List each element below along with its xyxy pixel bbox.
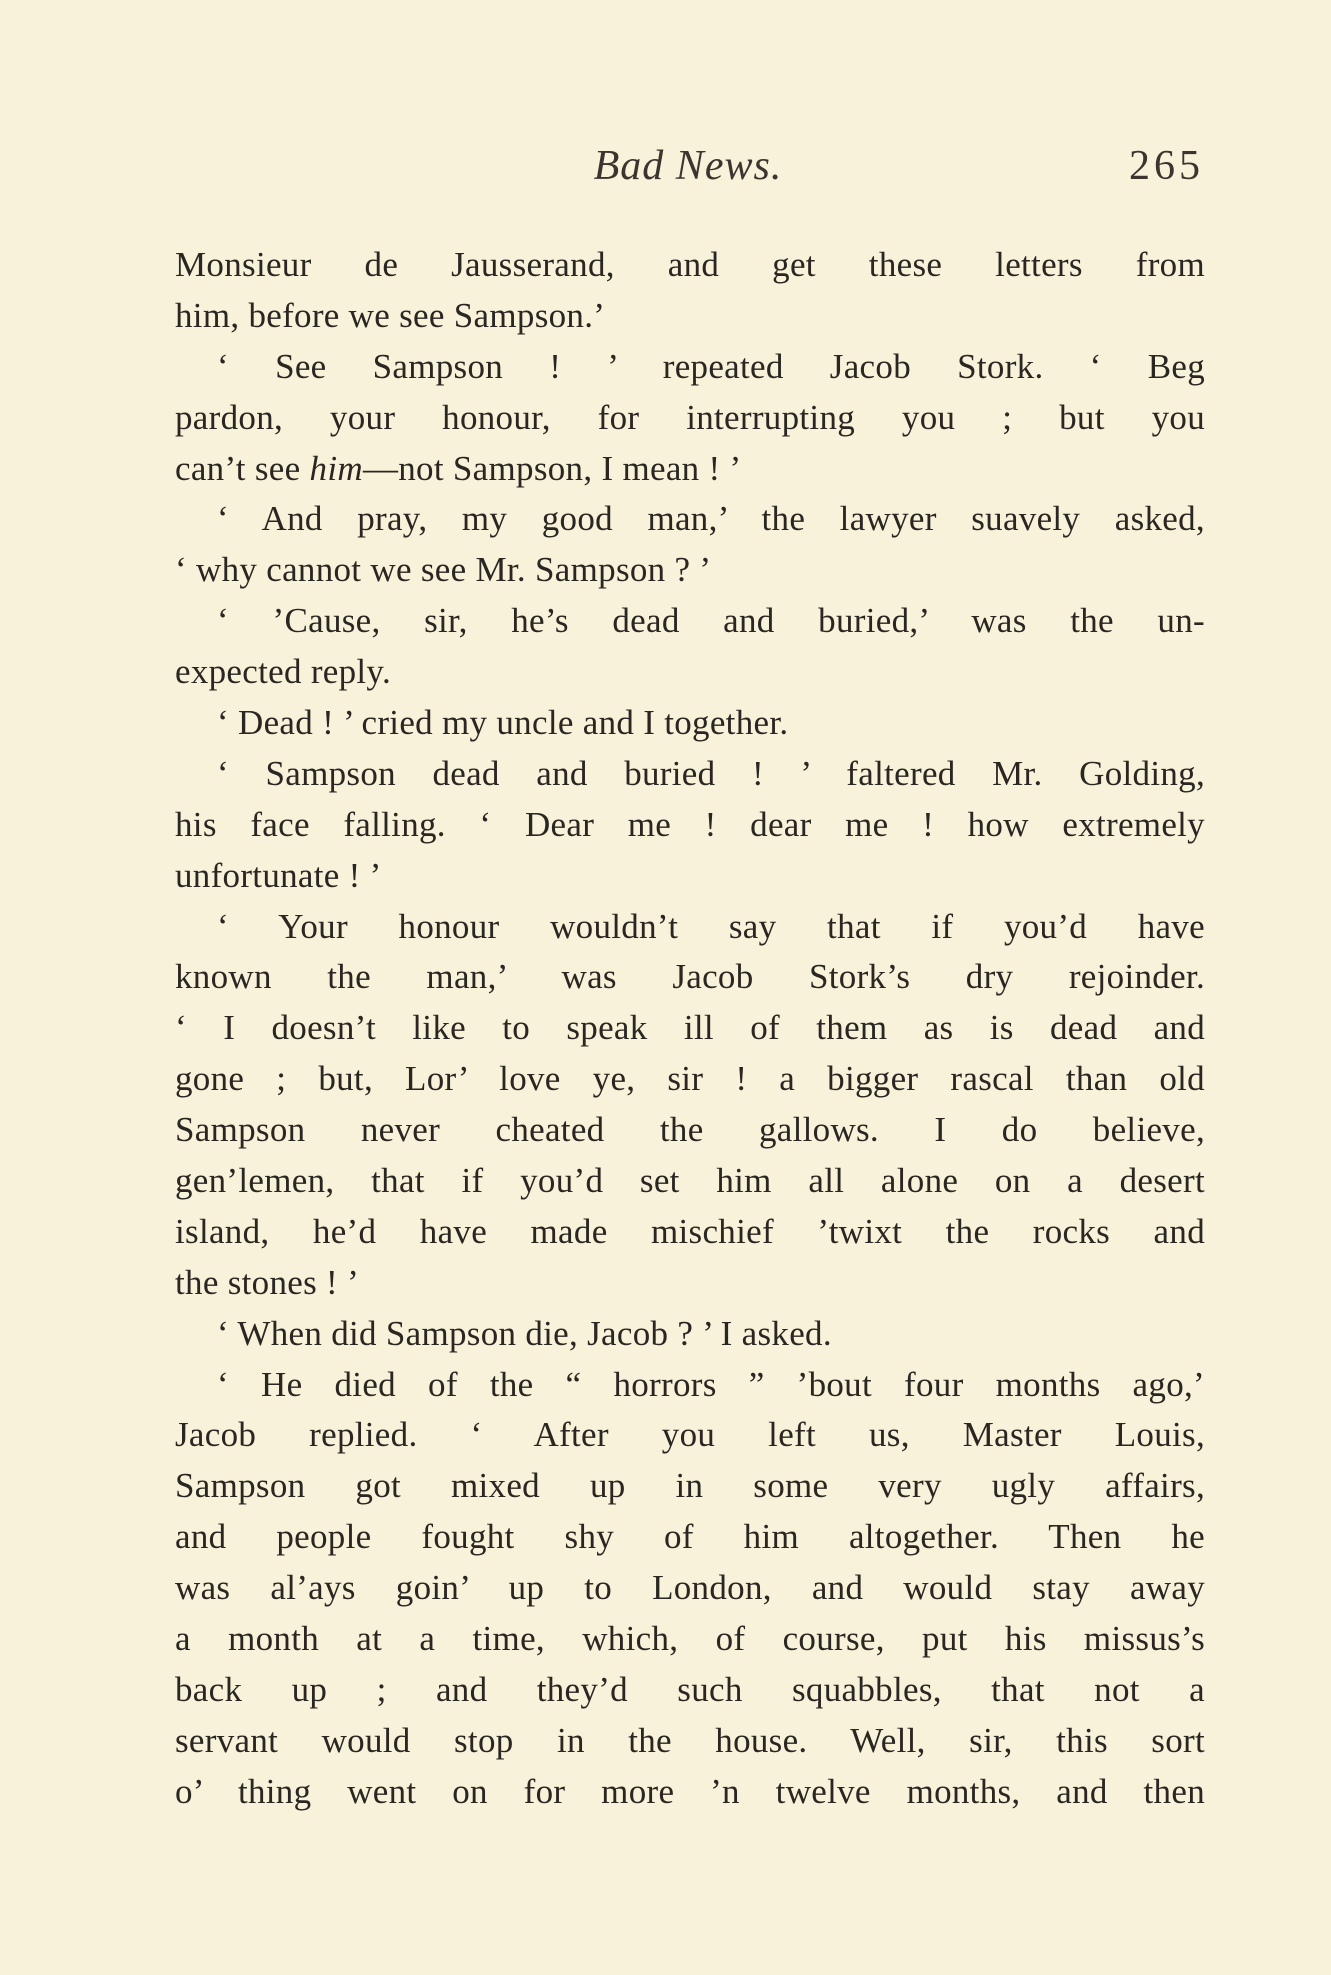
text-line: ‘ He died of the “ horrors ” ’bout four months ago,’ — [217, 1364, 1205, 1404]
text-line: unfortunate ! ’ — [175, 855, 382, 895]
text-line: o’ thing went on for more ’n twelve months, and then — [175, 1771, 1205, 1811]
text-line: Sampson never cheated the gallows. I do believe, — [175, 1110, 1205, 1150]
text-line: back up ; and they’d such squabbles, that not a — [175, 1669, 1205, 1709]
emphasized-word: him — [309, 448, 363, 488]
text-line: servant would stop in the house. Well, sir, this sort — [175, 1720, 1205, 1760]
body-text — [175, 240, 1205, 1818]
page-header — [172, 142, 1204, 202]
text-line: ‘ Sampson dead and buried ! ’ faltered Mr. Golding, — [217, 753, 1205, 793]
running-title: Bad News. — [593, 143, 783, 189]
text-line: Jacob replied. ‘ After you left us, Master Louis, — [175, 1415, 1205, 1455]
text-line: ‘ I doesn’t like to speak ill of them as is dead and — [175, 1008, 1205, 1048]
text-line: ‘ When did Sampson die, Jacob ? ’ I asked. — [217, 1313, 832, 1353]
text-line: ‘ And pray, my good man,’ the lawyer suavely asked, — [217, 499, 1205, 539]
text-line: gen’lemen, that if you’d set him all alone on a desert — [175, 1161, 1205, 1201]
text-line: ‘ See Sampson ! ’ repeated Jacob Stork. ‘ Beg — [217, 346, 1205, 386]
text-line: him, before we see Sampson.’ — [175, 295, 606, 335]
text-segment: —not Sampson, I mean ! ’ — [362, 448, 742, 488]
text-line: island, he’d have made mischief ’twixt the rocks and — [175, 1211, 1205, 1251]
text-line: pardon, your honour, for interrupting you ; but you — [175, 397, 1205, 437]
text-line: ‘ Dead ! ’ cried my uncle and I together. — [217, 703, 789, 743]
text-line: ‘ why cannot we see Mr. Sampson ? ’ — [175, 550, 712, 590]
page-number: 265 — [1129, 143, 1204, 189]
text-line: a month at a time, which, of course, put his missus’s — [175, 1619, 1205, 1659]
text-line: his face falling. ‘ Dear me ! dear me ! how extremely — [175, 804, 1205, 844]
text-line: expected reply. — [175, 652, 392, 692]
text-line: gone ; but, Lor’ love ye, sir ! a bigger rascal than old — [175, 1059, 1205, 1099]
text-line: was al’ays goin’ up to London, and would stay away — [175, 1568, 1205, 1608]
text-line: Sampson got mixed up in some very ugly affairs, — [175, 1466, 1205, 1506]
text-line: ‘ ’Cause, sir, he’s dead and buried,’ was the un- — [217, 601, 1205, 641]
text-line: Monsieur de Jausserand, and get these letters from — [175, 245, 1205, 284]
text-line — [175, 444, 1205, 495]
text-segment: can’t see — [175, 448, 301, 488]
text-line: ‘ Your honour wouldn’t say that if you’d have — [217, 906, 1205, 946]
text-line: and people fought shy of him altogether. Then he — [175, 1517, 1205, 1557]
text-line: known the man,’ was Jacob Stork’s dry rejoinder. — [175, 957, 1205, 997]
text-line: the stones ! ’ — [175, 1262, 360, 1302]
